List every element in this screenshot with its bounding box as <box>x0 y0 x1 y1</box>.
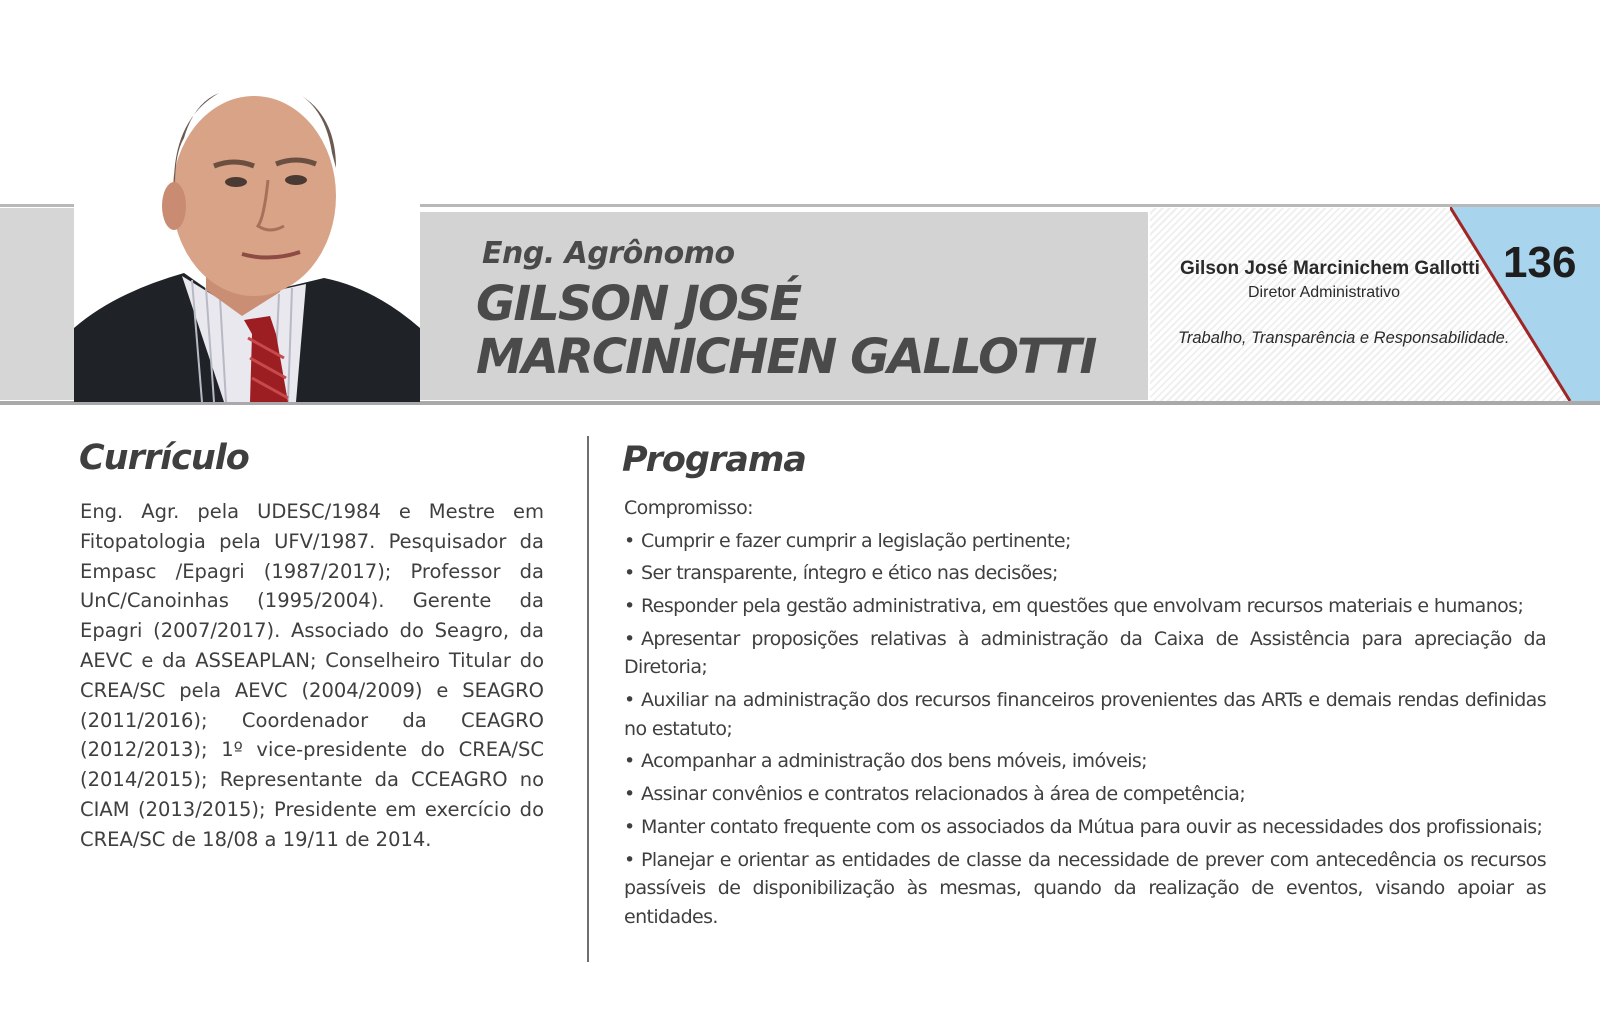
programa-item: • Responder pela gestão administrativa, em questões que envolvam recursos materiais e humanos; <box>624 592 1546 621</box>
bullet-icon: • <box>624 848 635 871</box>
programa-item: • Acompanhar a administração dos bens móveis, imóveis; <box>624 747 1546 776</box>
candidate-photo <box>74 58 420 402</box>
programa-item: • Cumprir e fazer cumprir a legislação pertinente; <box>624 527 1546 556</box>
curriculo-heading: Currículo <box>79 438 249 478</box>
programa-item: • Apresentar proposições relativas à administração da Caixa de Assistência para apreciação da Diretoria; <box>624 625 1546 682</box>
column-divider <box>587 436 589 962</box>
programa-item: • Manter contato frequente com os associados da Mútua para ouvir as necessidades dos profissionais; <box>624 813 1546 842</box>
curriculo-text: Eng. Agr. pela UDESC/1984 e Mestre em Fitopatologia pela UFV/1987. Pesquisador da Empasc /Epagri (1987/2017); Professor da UnC/Canoinhas (1995/2004). Gerente da Epagri (2007/2017). Associado do Seagro, da AEVC e da ASSEAPLAN; Conselheiro Titular do CREA/SC pela AEVC (2004/2009) e SEAGRO (2011/2016); Coordenador da CEAGRO (2012/2013); 1º vice-presidente do CREA/SC (2014/2015); Representante da CCEAGRO no CIAM (2013/2015); Presidente em exercício do CREA/SC de 18/08 a 19/11 de 2014. <box>80 500 544 851</box>
bullet-icon: • <box>624 689 635 712</box>
candidate-profession: Eng. Agrônomo <box>482 236 735 271</box>
bullet-icon: • <box>624 627 635 650</box>
programa-item: • Assinar convênios e contratos relacionados à área de competência; <box>624 780 1546 809</box>
programa-heading: Programa <box>622 440 806 480</box>
badge-number: 136 <box>1503 238 1577 287</box>
bullet-icon: • <box>624 783 635 806</box>
badge-number-panel <box>1450 207 1600 401</box>
badge-candidate-role: Diretor Administrativo <box>1248 284 1401 301</box>
bullet-icon: • <box>624 595 635 618</box>
programa-item: • Ser transparente, íntegro e ético nas decisões; <box>624 559 1546 588</box>
candidate-name <box>476 278 1095 384</box>
bullet-icon: • <box>624 750 635 773</box>
bullet-icon: • <box>624 529 635 552</box>
candidate-name-line2: MARCINICHEN GALLOTTI <box>476 329 1096 385</box>
candidate-name-line1: GILSON JOSÉ <box>476 276 801 332</box>
badge-motto: Trabalho, Transparência e Responsabilidade. <box>1178 329 1510 347</box>
bullet-icon: • <box>624 562 635 585</box>
badge-candidate-name: Gilson José Marcinichem Gallotti <box>1180 258 1480 279</box>
header-band-left <box>0 208 74 400</box>
programa-item: • Planejar e orientar as entidades de classe da necessidade de prever com antecedência os recursos passíveis de disponibilização às mesmas, quando da realização de eventos, visando apoiar as entidades. <box>624 846 1546 932</box>
programa-intro: Compromisso: <box>624 497 753 519</box>
programa-list <box>624 494 1546 936</box>
programa-item: • Auxiliar na administração dos recursos financeiros provenientes das ARTs e demais rendas definidas no estatuto; <box>624 686 1546 743</box>
bullet-icon: • <box>624 816 635 839</box>
